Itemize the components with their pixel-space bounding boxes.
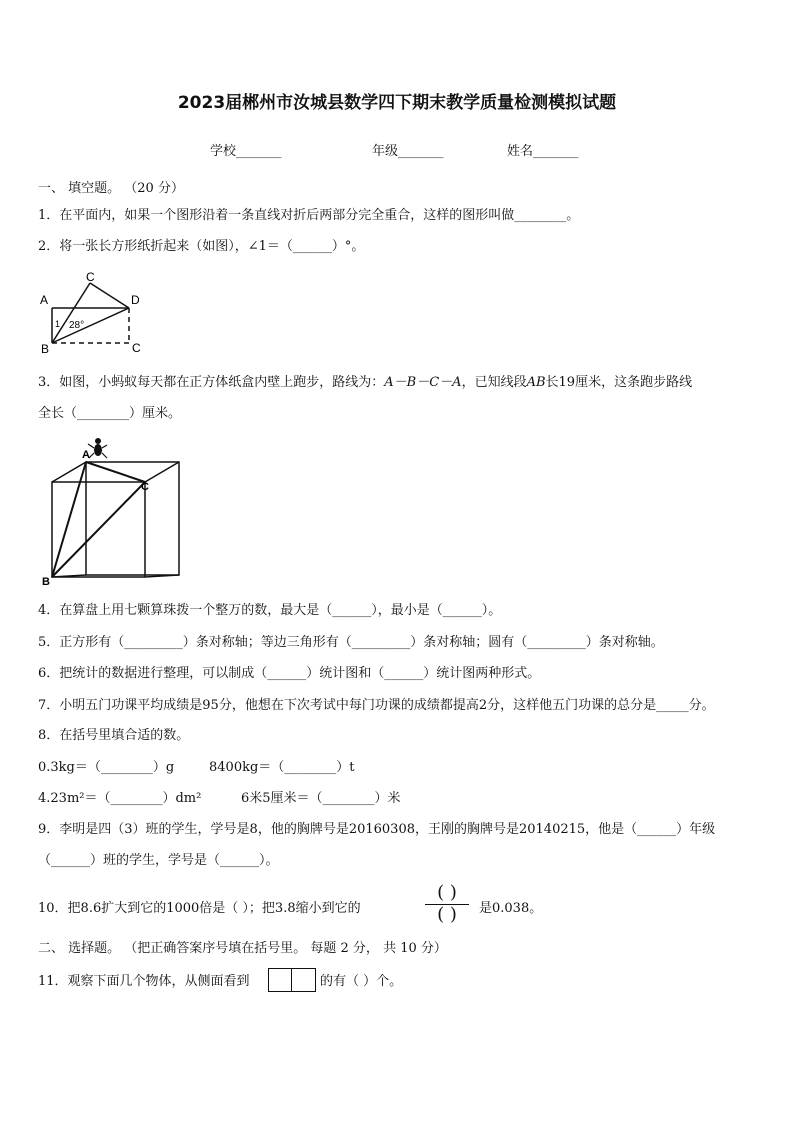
cube-figure [40, 436, 190, 586]
q3-ab: AB [526, 375, 546, 390]
fraction-numerator: ( ) [437, 882, 457, 903]
question-8-row1b: 8400kg＝（________）t [209, 760, 355, 775]
fig3-label-c: C [141, 481, 149, 493]
question-11-part2: 的有（ ）个。 [320, 974, 403, 989]
fig3-label-a: A [82, 449, 90, 461]
question-4: 4．在算盘上用七颗算珠拨一个整万的数，最大是（______），最小是（______）。 [38, 603, 502, 618]
page-title: 2023届郴州市汝城县数学四下期末教学质量检测模拟试题 [177, 93, 617, 113]
question-8-row1a: 0.3kg＝（________）g [38, 760, 175, 775]
fig2-angle-28: 28° [69, 320, 85, 331]
q3-text-b: ，已知线段 [461, 375, 527, 390]
fig2-label-d: D [131, 293, 140, 307]
folded-rectangle-figure [36, 272, 151, 358]
question-5: 5．正方形有（_________）条对称轴；等边三角形有（_________）条对称轴；圆有（_________）条对称轴。 [38, 635, 664, 650]
question-3-line2: 全长（________）厘米。 [38, 406, 182, 421]
question-2: 2．将一张长方形纸折起来（如图），∠1＝（______）°。 [38, 239, 365, 254]
question-7: 7．小明五门功课平均成绩是95分，他想在下次考试中每门功课的成绩都提高2分，这样他五门功课的总分是_____分。 [38, 698, 715, 713]
fig2-label-b: B [41, 342, 50, 356]
question-8-row2a: 4.23m²＝（________）dm² [38, 791, 202, 806]
fraction-denominator: ( ) [437, 904, 457, 925]
question-8-row2b: 6米5厘米＝（________）米 [241, 791, 401, 806]
ant-icon [88, 438, 107, 458]
question-3-line1 [38, 374, 692, 392]
section1-heading: 一、 填空题。 （20 分） [38, 181, 184, 196]
section2-heading: 二、 选择题。 （把正确答案序号填在括号里。 每题 2 分， 共 10 分） [38, 941, 447, 956]
q3-text-c: 长19厘米，这条跑步路线 [545, 375, 693, 390]
question-1: 1．在平面内，如果一个图形沿着一条直线对折后两部分完全重合，这样的图形叫做________。 [38, 208, 580, 223]
fig2-angle-1: 1 [55, 319, 61, 329]
q3-text-a: 3．如图，小蚂蚁每天都在正方体纸盒内壁上跑步，路线为： [38, 375, 385, 390]
question-9-line2: （______）班的学生，学号是（______）。 [38, 853, 279, 868]
fig2-label-c-top: C [86, 272, 95, 284]
q3-route: A－B－C－A [384, 375, 462, 390]
fig3-label-b: B [42, 576, 50, 586]
question-10-part1: 10．把8.6扩大到它的1000倍是（ ）；把3.8缩小到它的 [38, 901, 361, 916]
side-view-figure [268, 968, 316, 992]
fig2-label-c-bottom: C [132, 341, 141, 355]
name-field: 姓名_______ [507, 144, 579, 159]
question-11-part1: 11．观察下面几个物体，从侧面看到 [38, 974, 250, 989]
school-field: 学校_______ [210, 144, 282, 159]
question-8-heading: 8．在括号里填合适的数。 [38, 728, 190, 743]
question-6: 6．把统计的数据进行整理，可以制成（______）统计图和（______）统计图两种形式。 [38, 666, 541, 681]
fig2-label-a: A [40, 293, 49, 307]
question-10-part2: 是0.038。 [479, 901, 543, 916]
blank-fraction [423, 884, 471, 926]
question-9-line1: 9．李明是四（3）班的学生，学号是8，他的胸牌号是20160308，王刚的胸牌号是20140215，他是（______）年级 [38, 822, 716, 837]
grade-field: 年级_______ [372, 144, 444, 159]
